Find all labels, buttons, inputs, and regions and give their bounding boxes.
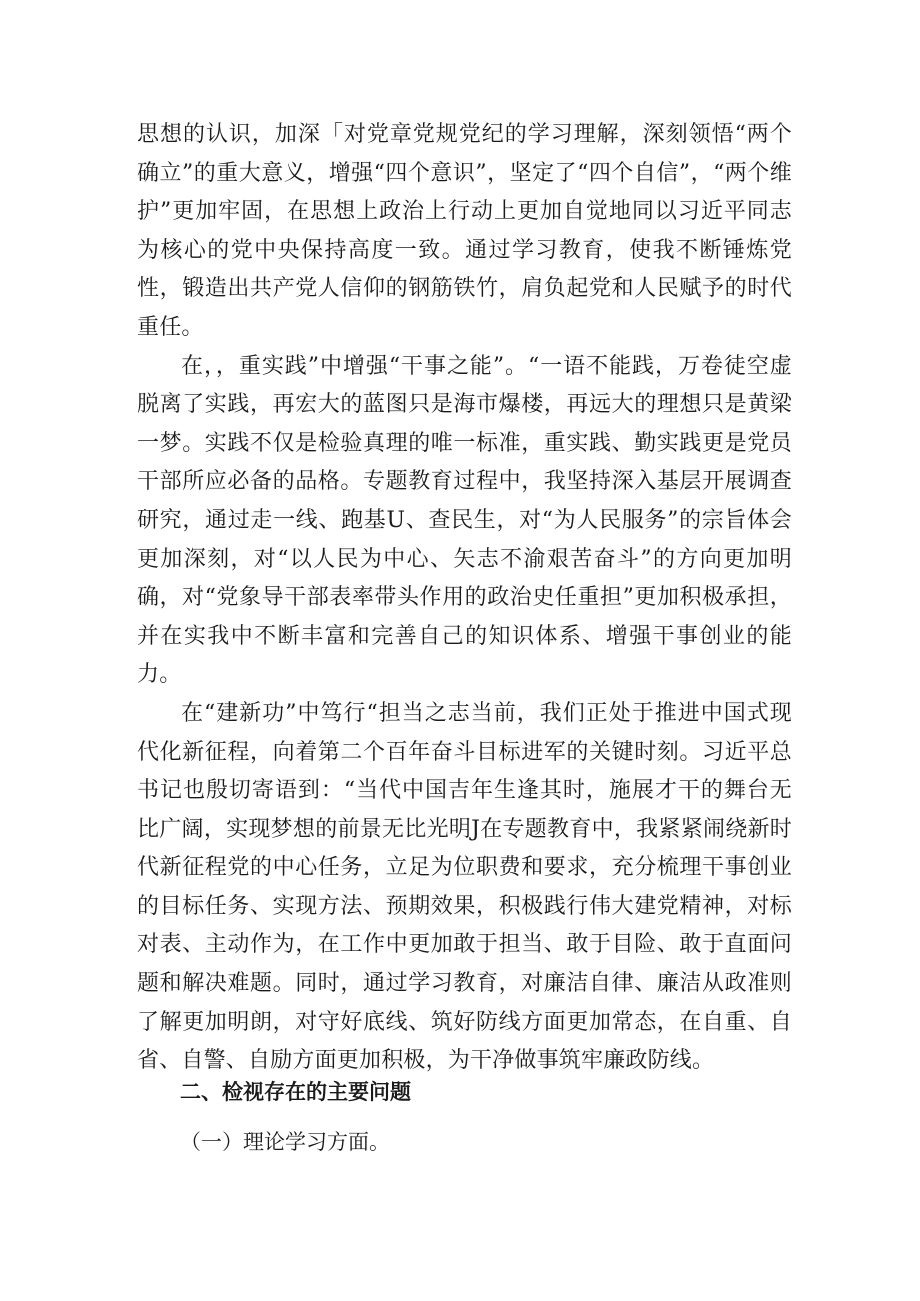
section-heading: 二、检视存在的主要问题	[180, 1080, 411, 1104]
document-body	[137, 116, 792, 1081]
paragraph-new-achievement: 在“建新功”中笃行“担当之志当前，我们正处于推进中国式现代化新征程，向着第二个百年奋斗目标进军的关键时刻。习近平总书记也殷切寄语到：“当代中国吉年生逢其时，施展才干的舞台无比广阔，实现梦想的前景无比光明J在专题教育中，我紧紧闹绕新时代新征程党的中心任务，立足为位职费和要求，充分梳理干事创业的目标任务、实现方法、预期效果，积极践行伟大建党精神，对标对表、主动作为，在工作中更加敢于担当、敢于目险、敢于直面问题和解决难题。同时，通过学习教育，对廉洁自律、廉洁从政准则了解更加明朗，对守好底线、筑好防线方面更加常态，在自重、自省、自警、自励方面更加积极，为干净做事筑牢廉政防线。	[137, 700, 792, 1074]
subsection-heading: （一）理论学习方面。	[180, 1130, 390, 1154]
paragraph-practice: 在，，重实践”中增强“干事之能”。“一语不能践，万卷徒空虚脱离了实践，再宏大的蓝图只是海市爆楼，再远大的理想只是黄梁一梦。实践不仅是检验真理的唯一标准，重实践、勤实践更是党员干部所应必备的品格。专题教育过程中，我坚持深入基层开展调查研究，通过走一线、跑基U、查民生，对“为人民服务”的宗旨体会更加深刻，对“以人民为中心、矢志不渝艰苦奋斗”的方向更加明确，对“党象导干部表率带头作用的政治史任重担”更加积极承担，并在实我中不断丰富和完善自己的知识体系、增强干事创业的能力。	[137, 353, 792, 688]
paragraph-continuation: 思想的认识，加深「对党章党规党纪的学习理解，深刻领悟“两个确立”的重大意义，增强“四个意识”，坚定了“四个自信”，“两个维护”更加牢固，在思想上政治上行动上更加自觉地同以习近平同志为核心的党中央保持高度一致。通过学习教育，使我不断锤炼党性，锻造出共产党人信仰的钢筋铁竹，肩负起党和人民赋予的时代重任。	[137, 122, 792, 340]
